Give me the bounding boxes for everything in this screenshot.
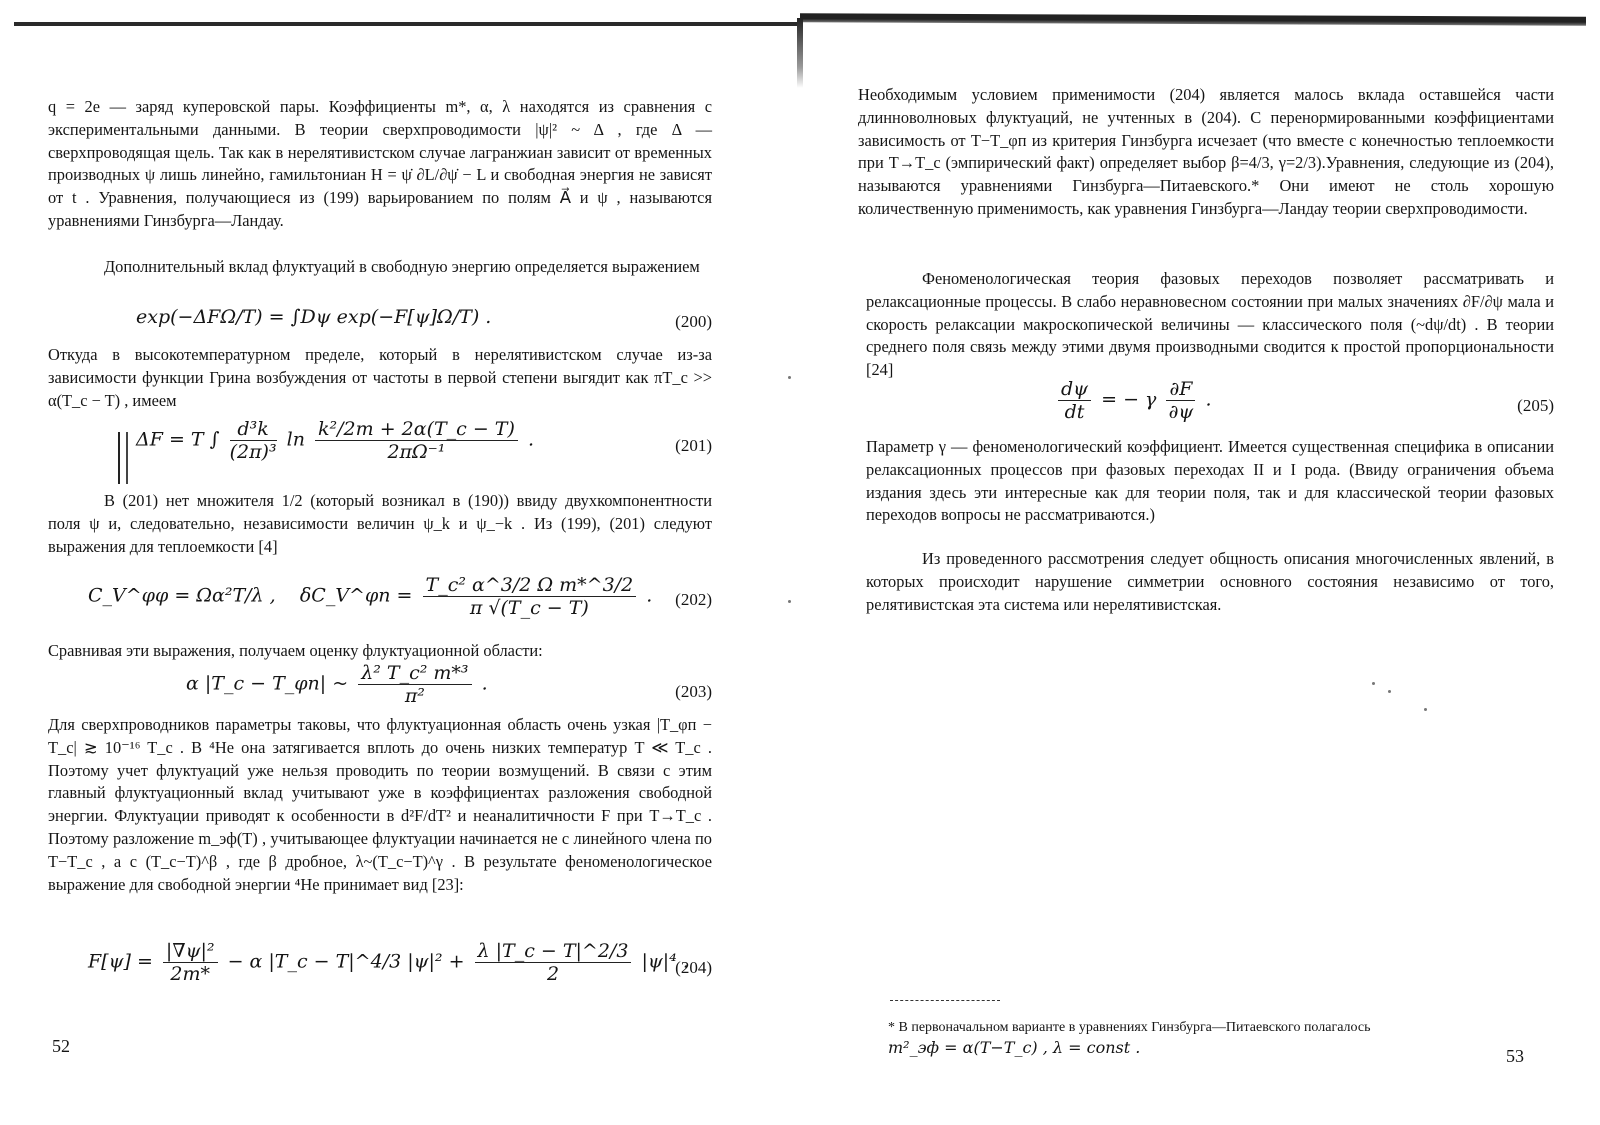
equation-205-number: (205): [1517, 396, 1554, 415]
equation-203-number: (203): [675, 682, 712, 701]
scan-speck: [788, 600, 791, 603]
scan-speck: [1372, 682, 1375, 685]
equation-205-fraction-2: [1166, 378, 1195, 423]
footnote: [888, 1018, 1548, 1058]
equation-204-frac1-num: |∇ψ|²: [163, 940, 218, 963]
equation-204-number: (204): [675, 958, 712, 977]
equation-204-fraction-2: [475, 940, 632, 985]
page-number-left: 52: [52, 1036, 70, 1056]
equation-204-tail: |ψ|⁴ .: [641, 950, 689, 973]
equation-203-num: λ² T_c² m*³: [358, 662, 471, 685]
right-paragraph-3: Параметр γ — феноменологический коэффициент. Имеется существенная специфика в описании релаксационных процессов при фазовых переходах II и I рода. (Ввиду ограничения объема издания здесь эти интересные как для теории поля, так и для классической теории фазовых переходов вопросы не рассматриваются.): [866, 437, 1554, 525]
equation-201-ln: ln: [286, 428, 305, 451]
scan-speck: [788, 376, 791, 379]
footnote-separator: [890, 1000, 1000, 1001]
equation-205-frac1-den: dt: [1064, 401, 1085, 423]
equation-201-frac2-num: k²/2m + 2α(T_c − T): [315, 418, 518, 441]
left-paragraph-2: Дополнительный вклад флуктуаций в свободную энергию определяется выражением: [104, 257, 700, 276]
equation-202-den: π √(T_c − T): [469, 597, 589, 619]
equation-200-expression: exp(−ΔFΩ/T) = ∫Dψ exp(−F[ψ]Ω/T) .: [136, 306, 492, 328]
equation-200: [48, 306, 712, 346]
equation-204-frac2-num: λ |T_c − T|^2/3: [475, 940, 632, 963]
equation-202-part-a: C_V^φφ = Ωα²T/λ ,: [88, 584, 276, 607]
equation-202-fraction: [423, 574, 637, 619]
left-paragraph-6: Для сверхпроводников параметры таковы, что флуктуационная область очень узкая |T_φп − T_c| ≳ 10⁻¹⁶ T_c . В ⁴He она затягивается вплоть до очень низких температур T ≪ T_c . Поэтому учет флуктуаций уже нельзя проводить по теории возмущений. В связи с этим главный флуктуационный вклад учитывают уже в коэффициентах разложения свободной энергии. Флуктуации приводят к особенности в d²F/dT² и неаналитичности F при T→T_c . Поэтому разложение m_эф(T) , учитывающее флуктуации начинается не с линейного члена по T−T_c , а с (T_c−T)^β , где β дробное, λ~(T_c−T)^γ . В результате феноменологическое выражение для свободной энергии ⁴He принимает вид [23]:: [48, 715, 712, 894]
margin-scribble-mark: [118, 432, 128, 484]
left-paragraph-5: Сравнивая эти выражения, получаем оценку флуктуационной области:: [48, 641, 543, 660]
equation-205-frac2-den: ∂ψ: [1168, 401, 1194, 423]
equation-203-lhs: α |T_c − T_φп| ~: [186, 672, 349, 695]
left-paragraph-4: В (201) нет множителя 1/2 (который возникал в (190)) ввиду двухкомпонентности поля ψ и, следовательно, независимости величин ψ_k и ψ_−k . Из (199), (201) следуют выражения для теплоемкости [4]: [48, 491, 712, 556]
scan-speck: [1388, 690, 1391, 693]
right-paragraph-1: Необходимым условием применимости (204) является малось вклада оставшейся части длинноволновых флуктуаций, не учтенных в (204). С перенормированными коэффициентами зависимость от T−T_φп из критерия Гинзбурга исчезает (что вместе с конечностью теплоемкости при T→T_c (эмпирический факт) определяет выбор β=4/3, γ=2/3).Уравнения, следующие из (204), называются уравнениями Гинзбурга—Питаевского.* Они имеют не столь хорошую количественную применимость, как уравнения Гинзбурга—Ландау теории сверхпроводимости.: [858, 85, 1554, 218]
equation-201-frac1-den: (2π)³: [229, 441, 277, 463]
equation-201-number: (201): [675, 436, 712, 455]
equation-201-tail: .: [527, 428, 534, 451]
equation-205-frac2-num: ∂F: [1166, 378, 1195, 401]
left-paragraph-3: Откуда в высокотемпературном пределе, который в нерелятивистском случае из-за зависимости функции Грина возбуждения от частоты в первой степени выгядит как πT_c >> α(T_c − T) , имеем: [48, 345, 712, 410]
equation-204-fraction-1: [163, 940, 218, 985]
equation-202-part-b: δC_V^φп =: [299, 584, 413, 607]
left-paragraph-1: q = 2e — заряд куперовской пары. Коэффициенты m*, α, λ находятся из сравнения с экспериментальными данными. В теории сверхпроводимости |ψ|² ~ Δ , где Δ — сверхпроводящая щель. Так как в нерелятивистском случае лагранжиан зависит от временных производных ψ лишь линейно, гамильтониан H = ψ̇ ∂L/∂ψ̇ − L и свободная энергия не зависят от t . Уравнения, получающиеся из (199) варьированием по полям A⃗ и ψ , называются уравнениями Гинзбурга—Ландау.: [48, 97, 712, 230]
equation-202-tail: .: [646, 584, 653, 607]
equation-202: [48, 570, 712, 626]
equation-203-den: π²: [404, 685, 425, 707]
right-paragraph-4: Из проведенного рассмотрения следует общность описания многочисленных явлений, в которых происходит нарушение симметрии основного состояния независимо от того, релятивистская эта система или нерелятивистская.: [866, 549, 1554, 614]
equation-205-frac1-num: dψ: [1058, 378, 1091, 401]
equation-205-tail: .: [1205, 388, 1212, 411]
equation-200-number: (200): [675, 312, 712, 331]
equation-201: [48, 418, 712, 478]
equation-205: [866, 378, 1554, 430]
equation-203-fraction: [358, 662, 471, 707]
scan-speck: [1424, 708, 1427, 711]
right-paragraph-2: Феноменологическая теория фазовых переходов позволяет рассматривать и релаксационные процессы. В слабо неравновесном состоянии при малых значениях ∂F/∂ψ мала и скорость релаксации макроскопической величины — классического поля (~dψ/dt) . В теории среднего поля связь между этими двумя производными сводится к простой пропорциональности [24]: [866, 269, 1554, 380]
equation-204-middle: − α |T_c − T|^4/3 |ψ|² +: [227, 950, 465, 973]
equation-203: [48, 662, 712, 712]
equation-202-number: (202): [675, 590, 712, 609]
equation-204-lhs: F[ψ] =: [88, 950, 153, 973]
equation-205-fraction-1: [1058, 378, 1091, 423]
equation-204-frac2-den: 2: [546, 963, 560, 985]
equation-205-middle: = − γ: [1101, 388, 1157, 411]
equation-204-frac1-den: 2m*: [170, 963, 211, 985]
equation-201-lhs: ΔF = T ∫: [136, 428, 220, 451]
equation-201-fraction-2: [315, 418, 518, 463]
equation-202-num: T_c² α^3/2 Ω m*^3/2: [423, 574, 637, 597]
equation-203-tail: .: [481, 672, 488, 695]
right-page: [858, 0, 1554, 1125]
equation-201-fraction-1: [230, 418, 277, 463]
left-page: [48, 0, 712, 1125]
equation-201-frac1-num: d³k: [230, 418, 277, 441]
footnote-text: * В первоначальном варианте в уравнениях Гинзбурга—Питаевского полагалось: [888, 1020, 1371, 1035]
equation-204: [48, 940, 712, 996]
book-spine-shadow: [797, 18, 803, 88]
page-number-right: 53: [1506, 1046, 1524, 1066]
footnote-formula: m²_эф = α(T−T_c) , λ = const .: [888, 1038, 1141, 1057]
equation-201-frac2-den: 2πΩ⁻¹: [387, 441, 446, 463]
